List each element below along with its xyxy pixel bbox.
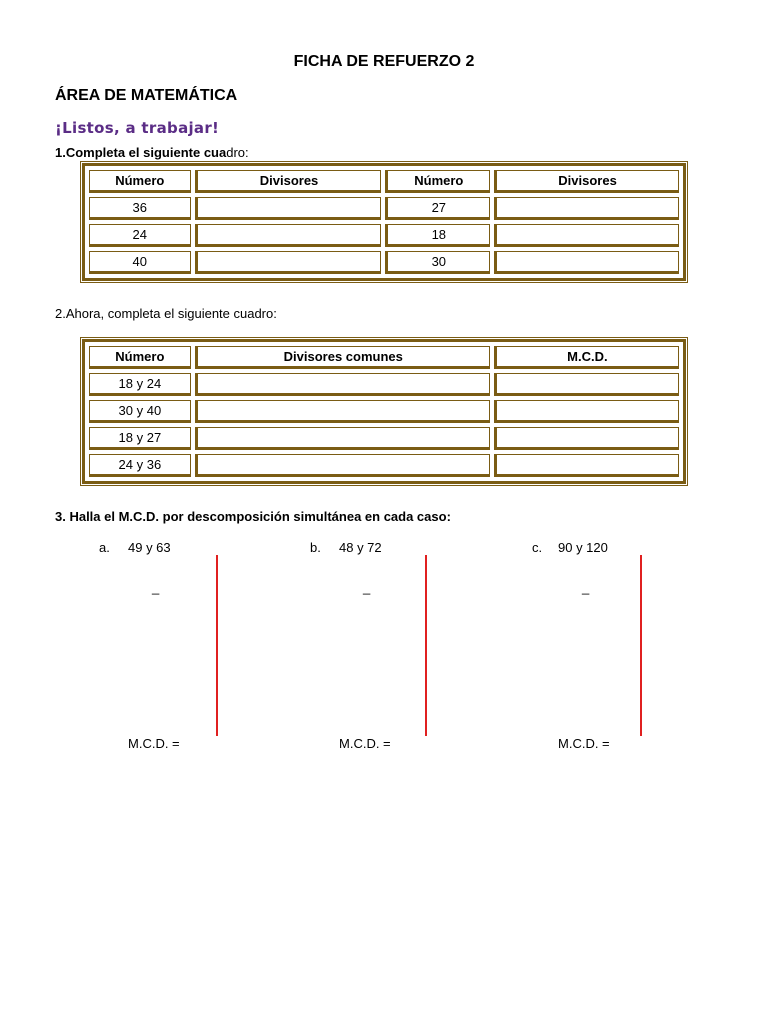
pair-cell: 24 y 36 — [89, 454, 191, 477]
exercise-dash: _ — [363, 580, 371, 595]
answer-cell[interactable] — [494, 427, 679, 450]
pair-cell: 30 y 40 — [89, 400, 191, 423]
exercise-dash: _ — [582, 580, 590, 595]
answer-cell[interactable] — [195, 373, 490, 396]
table-header-row — [89, 346, 679, 369]
answer-cell[interactable] — [195, 224, 382, 247]
exercise-a — [99, 540, 259, 760]
area-heading: ÁREA DE MATEMÁTICA — [55, 87, 238, 104]
exercise-letter: c. — [532, 540, 543, 555]
table-row — [89, 427, 679, 450]
pair-cell: 18 y 27 — [89, 427, 191, 450]
header-cell: Número — [385, 170, 490, 193]
number-cell: 36 — [89, 197, 191, 220]
table-row — [89, 251, 679, 274]
answer-cell[interactable] — [494, 224, 679, 247]
mcd-answer[interactable]: M.C.D. = — [128, 736, 180, 751]
question-1-label-bold: 1.Completa el siguiente cua — [55, 145, 227, 160]
division-line — [216, 555, 218, 736]
exercise-letter: a. — [99, 540, 110, 555]
division-line — [425, 555, 427, 736]
question-1-label-rest: dro: — [226, 145, 249, 160]
exercise-b — [310, 540, 470, 760]
header-cell: Número — [89, 170, 191, 193]
header-cell: Divisores — [494, 170, 679, 193]
number-cell: 27 — [385, 197, 490, 220]
number-cell: 18 — [385, 224, 490, 247]
answer-cell[interactable] — [494, 373, 679, 396]
question-3-label: 3. Halla el M.C.D. por descomposición simultánea en cada caso: — [55, 509, 451, 524]
question-1-label — [55, 145, 249, 160]
page-title: FICHA DE REFUERZO 2 — [293, 53, 475, 70]
answer-cell[interactable] — [494, 251, 679, 274]
table-header-row — [89, 170, 679, 193]
exercise-dash: _ — [152, 580, 160, 595]
number-cell: 30 — [385, 251, 490, 274]
question-2-label: 2.Ahora, completa el siguiente cuadro: — [55, 306, 277, 321]
exercise-pair: 90 y 120 — [558, 540, 608, 555]
mcd-answer[interactable]: M.C.D. = — [339, 736, 391, 751]
answer-cell[interactable] — [195, 427, 490, 450]
exercise-pair: 49 y 63 — [128, 540, 171, 555]
answer-cell[interactable] — [494, 454, 679, 477]
common-divisors-table — [82, 339, 686, 484]
exercise-c — [529, 540, 689, 760]
header-cell: Divisores — [195, 170, 382, 193]
table-row — [89, 224, 679, 247]
number-cell: 40 — [89, 251, 191, 274]
number-cell: 24 — [89, 224, 191, 247]
header-cell: M.C.D. — [494, 346, 679, 369]
header-cell: Número — [89, 346, 191, 369]
mcd-answer[interactable]: M.C.D. = — [558, 736, 610, 751]
subtitle: ¡Listos, a trabajar! — [55, 119, 220, 137]
answer-cell[interactable] — [195, 251, 382, 274]
table-row — [89, 400, 679, 423]
exercise-letter: b. — [310, 540, 321, 555]
answer-cell[interactable] — [494, 197, 679, 220]
answer-cell[interactable] — [494, 400, 679, 423]
answer-cell[interactable] — [195, 400, 490, 423]
table-row — [89, 197, 679, 220]
exercise-pair: 48 y 72 — [339, 540, 382, 555]
pair-cell: 18 y 24 — [89, 373, 191, 396]
header-cell: Divisores comunes — [195, 346, 490, 369]
table-row — [89, 454, 679, 477]
answer-cell[interactable] — [195, 197, 382, 220]
divisors-table — [82, 163, 686, 281]
answer-cell[interactable] — [195, 454, 490, 477]
division-line — [640, 555, 642, 736]
table-row — [89, 373, 679, 396]
